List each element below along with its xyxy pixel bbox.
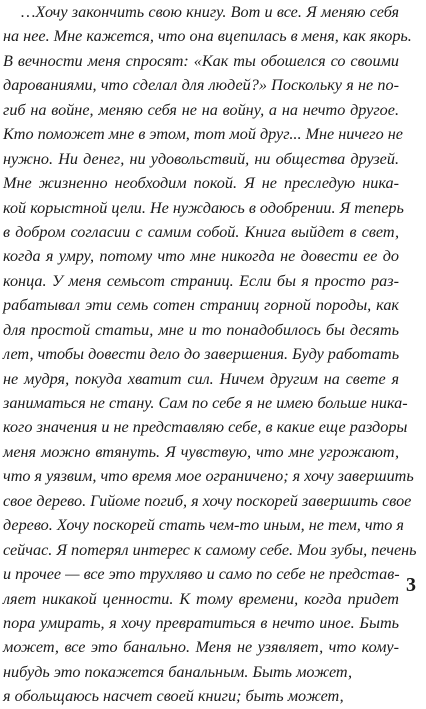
text-line: что я уязвим, что время мое ограничено; я хочу завершить: [3, 467, 414, 486]
text-line: …Хочу закончить свою книгу. Вот и все. Я меняю себя: [21, 3, 399, 21]
text-line: свое дерево. Гийоме погиб, я хочу поскорей завершить свое: [3, 491, 412, 510]
text-line: для простой статьи, мне и то понадобилось бы десять: [3, 320, 399, 339]
text-line: нибудь это покажется банальным. Быть может,: [3, 662, 353, 681]
text-line: ляет никакой ценности. К тому времени, когда придет: [3, 589, 399, 608]
text-line: В вечности меня спросят: «Как ты обошелся со своими: [3, 51, 399, 70]
text-line: рабатывал эти семь сотен страниц горной породы, как: [3, 296, 399, 315]
text-line: пора умирать, я хочу превратиться в нечто иное. Быть: [3, 613, 399, 632]
text-line: дерево. Хочу поскорей стать чем-то иным, не тем, что я: [3, 516, 404, 535]
text-line: и прочее — все это трухляво и само по себе не представ-: [3, 565, 400, 584]
text-line: может, все это банально. Меня не узявляет, что кому-: [3, 638, 399, 657]
text-line: когда я умру, потому что мне никогда не довести ее до: [3, 247, 399, 266]
text-line: не мудря, покуда хватит сил. Ничем другим на свете я: [3, 369, 399, 388]
text-line: конца. У меня семьсот страниц. Если бы я просто раз-: [3, 271, 399, 290]
text-line: Мне жизненно необходим покой. Я не преследую ника-: [3, 174, 399, 193]
page-number: 3: [406, 574, 416, 596]
text-line: нужно. Ни денег, ни удовольствий, ни общества друзей.: [3, 149, 399, 168]
text-line: лет, чтобы довести дело до завершения. Буду работать: [3, 345, 400, 364]
text-line: дарованиями, что сделал для людей?» Поскольку я не по-: [3, 76, 399, 95]
text-line: в добром согласии с самим собой. Книга выйдет в свет,: [3, 222, 399, 241]
text-line: на нее. Мне кажется, что она вцепилась в меня, как якорь.: [3, 27, 412, 46]
text-line: заниматься не стану. Сам по себе я не имею больше ника-: [3, 394, 408, 412]
text-line: я обольщаюсь насчет своей книги; быть может,: [3, 687, 344, 706]
text-line: гиб на войне, меняю себя не на войну, а на нечто другое.: [3, 100, 399, 119]
text-line: кой корыстной цели. Не нуждаюсь в одобрении. Я теперь: [3, 198, 404, 217]
body-text: [3, 0, 417, 709]
text-line: сейчас. Я потерял интерес к самому себе. Мои зубы, печень: [3, 540, 417, 559]
text-line: меня можно втянуть. Я чувствую, что мне угрожают,: [3, 442, 399, 461]
text-line: кого значения и не представляю себе, в какие еще раздоры: [3, 418, 408, 437]
text-line: Кто поможет мне в этом, тот мой друг... Мне ничего не: [3, 125, 403, 144]
